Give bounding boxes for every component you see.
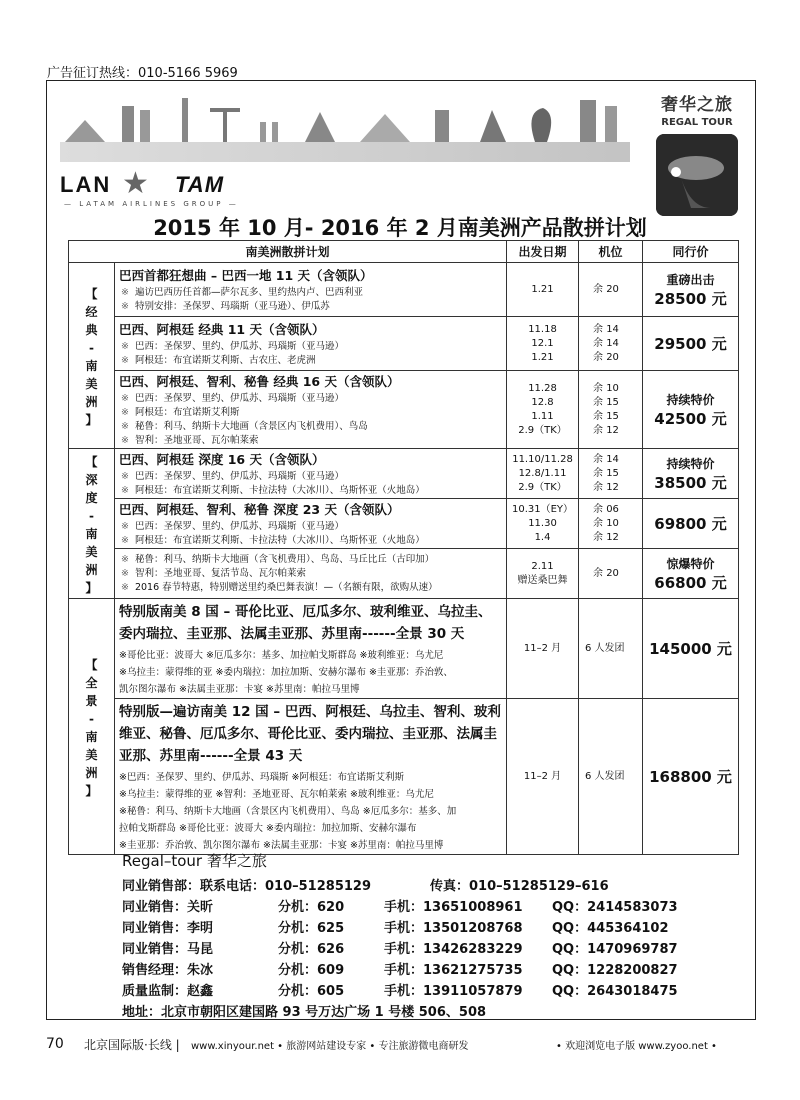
product-name: 特别版南美 8 国 – 哥伦比亚、厄瓜多尔、玻利维亚、乌拉圭、委内瑞拉、圭亚那、法属圭亚那、苏里南------全景 30 天 — [119, 604, 492, 642]
airline-logos — [60, 166, 260, 212]
seats: 余 20 — [579, 549, 643, 599]
moai-icon — [122, 106, 134, 142]
product-name: 特别版—遍访南美 12 国 – 巴西、阿根廷、乌拉圭、智利、玻利维亚、秘鲁、厄瓜多尔、哥伦比亚、委内瑞拉、圭亚那、法属圭亚那、苏里南------全景 43 天 — [119, 704, 501, 764]
header-date: 出发日期 — [507, 241, 579, 263]
table-row — [69, 371, 739, 449]
departure-dates: 11–2 月 — [507, 699, 579, 855]
moai-right-icon — [580, 100, 596, 142]
contact-row: 同业销售：马昆 分机：626 手机：13426283229 QQ：1470969787 — [122, 942, 678, 957]
cathedral-icon — [305, 112, 335, 142]
toucan-logo-icon — [656, 134, 738, 216]
page-title: 2015 年 10 月- 2016 年 2 月南美洲产品散拼计划 — [153, 216, 647, 240]
footer-tagline: www.xinyour.net • 旅游网站建设专家 • 专注旅游微电商研发 — [191, 1041, 469, 1052]
contact-row: 同业销售：关昕 分机：620 手机：13651008961 QQ：2414583073 — [122, 900, 678, 915]
seats: 6 人发团 — [579, 599, 643, 699]
price-cell: 惊爆特价 66800 元 — [643, 549, 739, 599]
brand-cn: 奢华之旅 — [661, 95, 733, 115]
tango-icon — [480, 110, 506, 142]
table-row — [69, 599, 739, 699]
christ-statue-icon — [210, 108, 240, 142]
product-name: 巴西、阿根廷 深度 16 天（含领队） — [119, 452, 325, 467]
price-cell: 168800 元 — [643, 699, 739, 855]
tam-logo: TAM — [175, 172, 225, 197]
departure-dates: 11.10/11.28 12.8/1.11 2.9（TK） — [507, 449, 579, 499]
lan-logo: LAN — [60, 172, 112, 197]
header-plan: 南美洲散拼计划 — [69, 241, 507, 263]
table-row — [69, 549, 739, 599]
price-cell: 持续特价 42500 元 — [643, 371, 739, 449]
magazine-name: 北京国际版·长线 | — [84, 1038, 180, 1052]
product-name: 巴西、阿根廷、智利、秘鲁 深度 23 天（含领队） — [119, 502, 400, 517]
product-cell: 巴西、阿根廷、智利、秘鲁 深度 23 天（含领队） ※ 巴西：圣保罗、里约、伊瓜苏、玛瑙斯（亚马逊） ※ 阿根廷：布宜诺斯艾利斯、卡拉法特（大冰川）、乌斯怀亚（火地岛） — [115, 499, 507, 549]
product-name: 巴西首都狂想曲 – 巴西一地 11 天（含领队） — [119, 268, 373, 283]
product-cell: 特别版—遍访南美 12 国 – 巴西、阿根廷、乌拉圭、智利、玻利维亚、秘鲁、厄瓜多尔、哥伦比亚、委内瑞拉、圭亚那、法属圭亚那、苏里南------全景 43 天 ※巴西：圣保罗、里约、伊瓜苏、玛瑙斯 ※阿根廷：布宜诺斯艾利斯 ※乌拉圭：蒙得维的亚 ※智利：圣地亚哥、瓦尔帕莱索 ※玻利维亚：乌尤尼 ※秘鲁：利马、纳斯卡大地画（含景区内飞机费用）、鸟岛 ※厄瓜多尔：基多、加 拉帕戈斯群岛 ※哥伦比亚：波哥大 ※委内瑞拉：加拉加斯、安赫尔瀑布 ※圭亚那：乔治敦、凯尔图尔瀑布 ※法属圭亚那：卡宴 ※苏里南：帕拉马里博 — [115, 699, 507, 855]
table-row — [69, 263, 739, 317]
landmarks-banner — [60, 90, 630, 162]
header-price: 同行价 — [643, 241, 739, 263]
product-cell: 特别版南美 8 国 – 哥伦比亚、厄瓜多尔、玻利维亚、乌拉圭、委内瑞拉、圭亚那、法属圭亚那、苏里南------全景 30 天 ※哥伦比亚：波哥大 ※厄瓜多尔：基多、加拉帕戈斯群岛 ※玻利维亚：乌尤尼 ※乌拉圭：蒙得维的亚 ※委内瑞拉：加拉加斯、安赫尔瀑布 ※圭亚那：乔治敦、 凯尔图尔瀑布 ※法属圭亚那：卡宴 ※苏里南：帕拉马里博 — [115, 599, 507, 699]
seats: 余 14 余 14 余 20 — [579, 317, 643, 371]
obelisk-icon — [182, 98, 188, 142]
departure-dates: 11.18 12.1 1.21 — [507, 317, 579, 371]
contact-row: 同业销售：李明 分机：625 手机：13501208768 QQ：445364102 — [122, 921, 669, 936]
product-cell: 巴西、阿根廷 深度 16 天（含领队） ※ 巴西：圣保罗、里约、伊瓜苏、玛瑙斯（亚马逊） ※ 阿根廷：布宜诺斯艾利斯、卡拉法特（大冰川）、乌斯怀亚（火地岛） — [115, 449, 507, 499]
table-row — [69, 699, 739, 855]
table-row — [69, 499, 739, 549]
dept-line: 同业销售部：联系电话：010–51285129 传真：010–51285129–616 — [122, 879, 609, 894]
table-row — [69, 317, 739, 371]
price-cell: 重磅出击 28500 元 — [643, 263, 739, 317]
pyramid-icon — [65, 120, 105, 142]
seats: 余 20 — [579, 263, 643, 317]
congress-icon — [260, 122, 266, 142]
star-icon: ★ — [122, 166, 149, 201]
header-seats: 机位 — [579, 241, 643, 263]
table-header-row — [69, 241, 739, 263]
product-name: 巴西、阿根廷、智利、秘鲁 经典 16 天（含领队） — [119, 374, 400, 389]
product-cell: 巴西、阿根廷、智利、秘鲁 经典 16 天（含领队） ※ 巴西：圣保罗、里约、伊瓜苏、玛瑙斯（亚马逊） ※ 阿根廷：布宜诺斯艾利斯 ※ 秘鲁：利马、纳斯卡大地画（含景区内飞机费用）、鸟岛 ※ 智利：圣地亚哥、瓦尔帕莱索 — [115, 371, 507, 449]
brand-en: REGAL TOUR — [661, 117, 733, 128]
table-row — [69, 449, 739, 499]
address-line: 地址：北京市朝阳区建国路 93 号万达广场 1 号楼 506、508 — [122, 1005, 487, 1020]
product-cell: 巴西、阿根廷 经典 11 天（含领队） ※ 巴西：圣保罗、里约、伊瓜苏、玛瑙斯（亚马逊） ※ 阿根廷：布宜诺斯艾利斯、古农庄、老虎洲 — [115, 317, 507, 371]
company-name: Regal–tour 奢华之旅 — [122, 852, 267, 870]
regal-tour-brand — [642, 90, 752, 220]
penguin-icon — [531, 108, 551, 142]
product-cell: 巴西首都狂想曲 – 巴西一地 11 天（含领队） ※ 遍访巴西历任首都—萨尔瓦多、里约热内卢、巴西利亚 ※ 特别安排：圣保罗、玛瑙斯（亚马逊）、伊瓜苏 — [115, 263, 507, 317]
seats: 余 14 余 15 余 12 — [579, 449, 643, 499]
seats: 6 人发团 — [579, 699, 643, 855]
category-full: 【 全 景 - 南 美 洲 】 — [69, 599, 115, 855]
price-cell: 持续特价 38500 元 — [643, 449, 739, 499]
departure-dates: 1.21 — [507, 263, 579, 317]
contact-row: 质量监制：赵鑫 分机：605 手机：13911057879 QQ：2643018475 — [122, 984, 678, 999]
departure-dates: 10.31（EY） 11.30 1.4 — [507, 499, 579, 549]
departure-dates: 11.28 12.8 1.11 2.9（TK） — [507, 371, 579, 449]
product-name: 巴西、阿根廷 经典 11 天（含领队） — [119, 322, 325, 337]
category-deep: 【 深 度 - 南 美 洲 】 — [69, 449, 115, 599]
category-classic: 【 经 典 - 南 美 洲 】 — [69, 263, 115, 449]
seats: 余 06 余 10 余 12 — [579, 499, 643, 549]
monument-icon — [435, 110, 449, 142]
seats: 余 10 余 15 余 15 余 12 — [579, 371, 643, 449]
departure-dates: 2.11 赠送桑巴舞 — [507, 549, 579, 599]
footer-ebook-link: • 欢迎浏览电子版 www.zyoo.net • — [556, 1041, 717, 1052]
mountain-icon — [360, 114, 410, 142]
departure-dates: 11–2 月 — [507, 599, 579, 699]
product-cell: ※ 秘鲁：利马、纳斯卡大地画（含飞机费用）、鸟岛、马丘比丘（古印加） ※ 智利：圣地亚哥、复活节岛、瓦尔帕莱索 ※ 2016 春节特惠，特别赠送里约桑巴舞表演！—（名额有限，欲购从速） — [115, 549, 507, 599]
price-cell: 69800 元 — [643, 499, 739, 549]
price-cell: 145000 元 — [643, 599, 739, 699]
ad-hotline: 广告征订热线：010-5166 5969 — [47, 66, 238, 81]
latam-group-text: — LATAM AIRLINES GROUP — — [64, 200, 239, 208]
page-number: 70 — [46, 1036, 64, 1052]
contact-block — [122, 850, 742, 1022]
price-cell: 29500 元 — [643, 317, 739, 371]
contact-row: 销售经理：朱冰 分机：609 手机：13621275735 QQ：1228200827 — [122, 963, 678, 978]
tour-plan-table — [68, 240, 739, 855]
